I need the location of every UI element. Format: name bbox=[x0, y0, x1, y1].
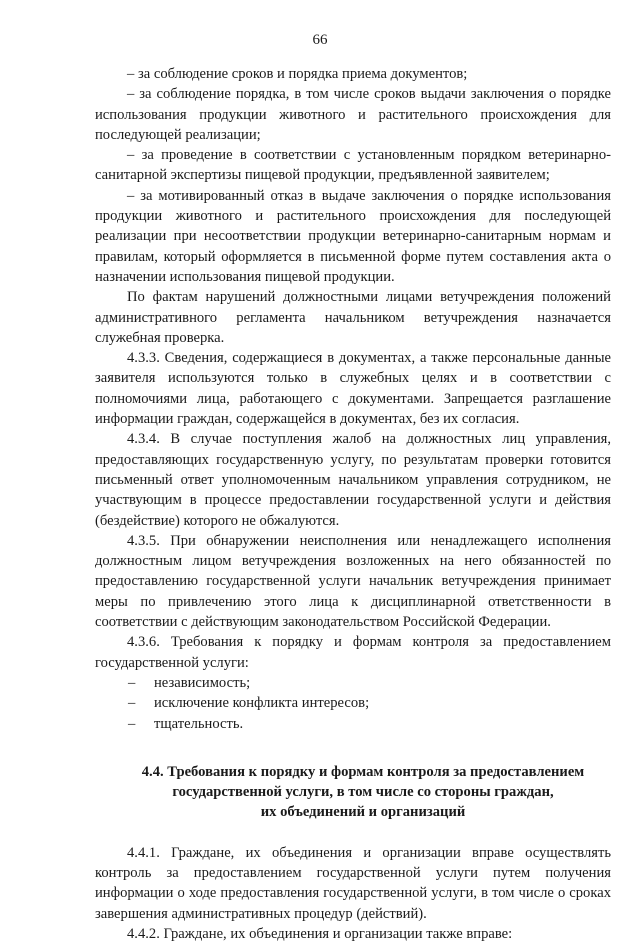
paragraph-4-3-5: 4.3.5. При обнаружении неисполнения или ненадлежащего исполнения должностным лицом ветучреждения возложенных на него обязанностей по предоставлению государственной услуги начальник ветучреждения принимает меры по привлечению этого лица к дисциплинарной ответственности в соответствии с действующим законодательством Российской Федерации. bbox=[95, 532, 611, 631]
list-dash: – bbox=[128, 715, 136, 732]
paragraph-control-expertise: – за проведение в соответствии с установленным порядком ветеринарно-санитарной экспертизы пищевой продукции, предъявленной заявителем; bbox=[95, 147, 611, 184]
list-dash: – bbox=[128, 695, 136, 712]
section-heading-line-2: государственной услуги, в том числе со стороны граждан, bbox=[172, 784, 554, 801]
page-number: 66 bbox=[312, 32, 328, 48]
paragraph-4-3-3: 4.3.3. Сведения, содержащиеся в документах, а также персональные данные заявителя используются только в служебных целях и в соответствии с полномочиями лица, работающего с документами. Запрещается разглашение информации граждан, содержащейся в документах, без их согласия. bbox=[95, 350, 611, 428]
paragraph-4-4-2: 4.4.2. Граждане, их объединения и организации также вправе: bbox=[127, 925, 513, 942]
list-item-text: независимость; bbox=[154, 674, 251, 691]
list-item bbox=[95, 693, 611, 713]
list-item-text: исключение конфликта интересов; bbox=[154, 695, 370, 712]
section-heading bbox=[95, 762, 611, 823]
paragraph-4-3-6: 4.3.6. Требования к порядку и формам контроля за предоставлением государственной услуги: bbox=[95, 634, 611, 671]
list-item bbox=[95, 673, 611, 693]
list-item bbox=[95, 714, 611, 734]
paragraph-4-3-4: 4.3.4. В случае поступления жалоб на должностных лиц управления, предоставляющих государственную услугу, по результатам проверки готовится письменный ответ уполномоченным начальником управления сотрудником, не участвующим в процессе предоставлении государственной услуги и действия (бездействие) которого не обжалуются. bbox=[95, 431, 611, 529]
paragraph-4-4-1: 4.4.1. Граждане, их объединения и организации вправе осуществлять контроль за предоставлением государственной услуги путем получения информации о ходе предоставления государственной услуги, в том числе о сроках завершения административных процедур (действий). bbox=[95, 844, 611, 922]
paragraph-inspection: По фактам нарушений должностными лицами ветучреждения положений административного регламента начальником ветучреждения назначается служебная проверка. bbox=[95, 289, 611, 346]
page-content bbox=[95, 64, 611, 944]
section-heading-line-3: их объединений и организаций bbox=[260, 804, 466, 821]
section-heading-line-1: 4.4. Требования к порядку и формам контроля за предоставлением bbox=[141, 763, 585, 780]
list-dash: – bbox=[128, 674, 136, 691]
paragraph-control-refusal: – за мотивированный отказ в выдаче заключения о порядке использования продукции животного и растительного происхождения для последующей реализации при несоответствии продукции ветеринарно-санитарным нормам и правилам, который оформляется в письменной форме путем составления акта о назначении использования пищевой продукции. bbox=[95, 187, 611, 285]
list-item-text: тщательность. bbox=[154, 715, 244, 732]
paragraph-control-conclusion: – за соблюдение порядка, в том числе сроков выдачи заключения о порядке использования продукции животного и растительного происхождения для последующей реализации; bbox=[95, 86, 611, 143]
paragraph-control-documents: – за соблюдение сроков и порядка приема документов; bbox=[127, 66, 468, 82]
